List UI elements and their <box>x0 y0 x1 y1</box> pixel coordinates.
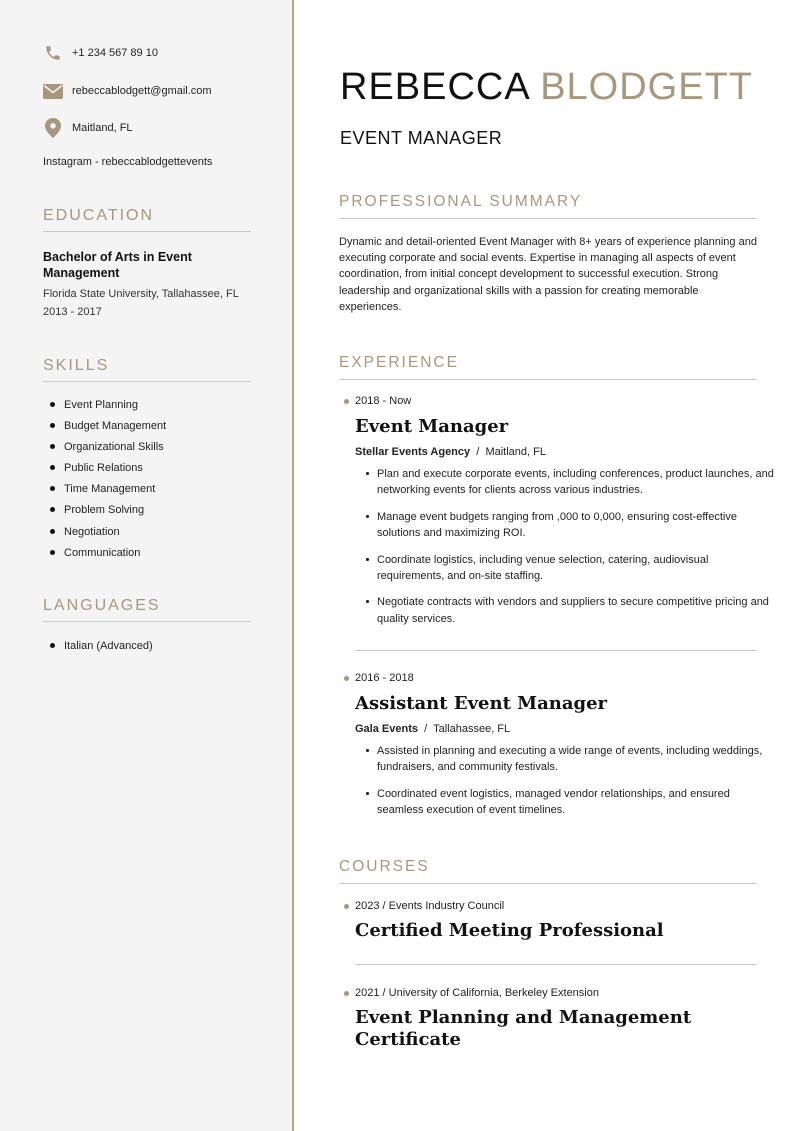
duty-item: Assisted in planning and executing a wide range of events, including weddings, fundraisers, and community festivals. <box>364 743 774 775</box>
course-separator: / <box>382 987 386 999</box>
timeline-dot <box>344 904 349 909</box>
education-degree: Bachelor of Arts in Event Management <box>43 250 192 280</box>
main-content <box>296 0 800 1131</box>
job-duties <box>364 466 774 637</box>
duty-item: Negotiate contracts with vendors and suppliers to secure competitive pricing and quality services. <box>364 594 774 626</box>
company-separator: / <box>424 723 428 735</box>
course-year: 2021 <box>355 987 380 999</box>
skill-item: Problem Solving <box>50 503 166 524</box>
duty-item: Coordinate logistics, including venue selection, catering, audiovisual requirements, and on-site staffing. <box>364 552 774 584</box>
education-heading: EDUCATION <box>43 207 251 232</box>
skill-item: Time Management <box>50 482 166 503</box>
timeline-dot <box>344 676 349 681</box>
courses-heading: COURSES <box>339 858 757 884</box>
skill-item: Event Planning <box>50 398 166 419</box>
job-dates-text: 2016 - 2018 <box>355 672 414 684</box>
course-meta <box>344 987 599 999</box>
job-dates-text: 2018 - Now <box>355 395 412 407</box>
duty-item: Coordinated event logistics, managed vendor relationships, and ensured seamless execution of event timelines. <box>364 786 774 818</box>
contact-phone <box>43 43 158 63</box>
instagram-link[interactable]: Instagram - rebeccablodgettevents <box>43 156 213 168</box>
skill-item: Organizational Skills <box>50 440 166 461</box>
sidebar <box>0 0 294 1131</box>
job-title-heading: Event Manager <box>355 416 509 437</box>
job-company-line <box>355 723 510 735</box>
phone-icon <box>43 43 63 63</box>
course-title: Event Planning and Management Certificate <box>355 1007 692 1050</box>
last-name: BLODGETT <box>540 66 753 108</box>
skill-item: Budget Management <box>50 419 166 440</box>
company-location: Maitland, FL <box>485 446 546 458</box>
skill-item: Public Relations <box>50 461 166 482</box>
skills-list <box>50 398 166 567</box>
company-location: Tallahassee, FL <box>433 723 511 735</box>
course-meta <box>344 900 504 912</box>
location-text: Maitland, FL <box>72 122 133 134</box>
contact-location <box>43 118 133 138</box>
education-school: Florida State University, Tallahassee, FL <box>43 288 239 300</box>
divider <box>355 964 757 965</box>
summary-text: Dynamic and detail-oriented Event Manager with 8+ years of experience planning and executing corporate and social events. Expertise in managing all aspects of event coordination, from initial concept development to successful execution. Strong leadership and organizational skills with a passion for creating memorable experiences. <box>339 236 757 313</box>
summary-heading: PROFESSIONAL SUMMARY <box>339 193 757 219</box>
experience-heading: EXPERIENCE <box>339 354 757 380</box>
job-title: EVENT MANAGER <box>340 128 503 148</box>
company-separator: / <box>476 446 480 458</box>
skill-item: Communication <box>50 546 166 567</box>
email-link[interactable]: rebeccablodgett@gmail.com <box>72 85 212 97</box>
timeline-dot <box>344 991 349 996</box>
course-separator: / <box>382 900 386 912</box>
education-years: 2013 - 2017 <box>43 306 102 318</box>
job-title-heading: Assistant Event Manager <box>355 693 608 714</box>
course-year: 2023 <box>355 900 380 912</box>
course-provider: Events Industry Council <box>388 900 505 912</box>
job-dates <box>344 672 414 684</box>
skills-heading: SKILLS <box>43 357 251 382</box>
languages-list <box>50 639 153 660</box>
divider <box>355 650 757 651</box>
full-name <box>340 66 753 109</box>
first-name: REBECCA <box>340 66 529 108</box>
location-pin-icon <box>43 118 63 138</box>
company-name: Stellar Events Agency <box>355 446 471 458</box>
language-item: Italian (Advanced) <box>50 639 153 660</box>
course-provider: University of California, Berkeley Extension <box>388 987 599 999</box>
job-duties <box>364 743 774 829</box>
duty-item: Manage event budgets ranging from ,000 to 0,000, ensuring cost-effective solutions and maximizing ROI. <box>364 509 774 541</box>
mail-icon <box>43 81 63 101</box>
languages-heading: LANGUAGES <box>43 597 251 622</box>
timeline-dot <box>344 399 349 404</box>
phone-text[interactable]: +1 234 567 89 10 <box>72 47 158 59</box>
skill-item: Negotiation <box>50 525 166 546</box>
job-company-line <box>355 446 546 458</box>
duty-item: Plan and execute corporate events, including conferences, product launches, and networking events for clients across various industries. <box>364 466 774 498</box>
company-name: Gala Events <box>355 723 418 735</box>
course-title: Certified Meeting Professional <box>355 920 664 941</box>
job-dates <box>344 395 411 407</box>
contact-email <box>43 81 212 101</box>
